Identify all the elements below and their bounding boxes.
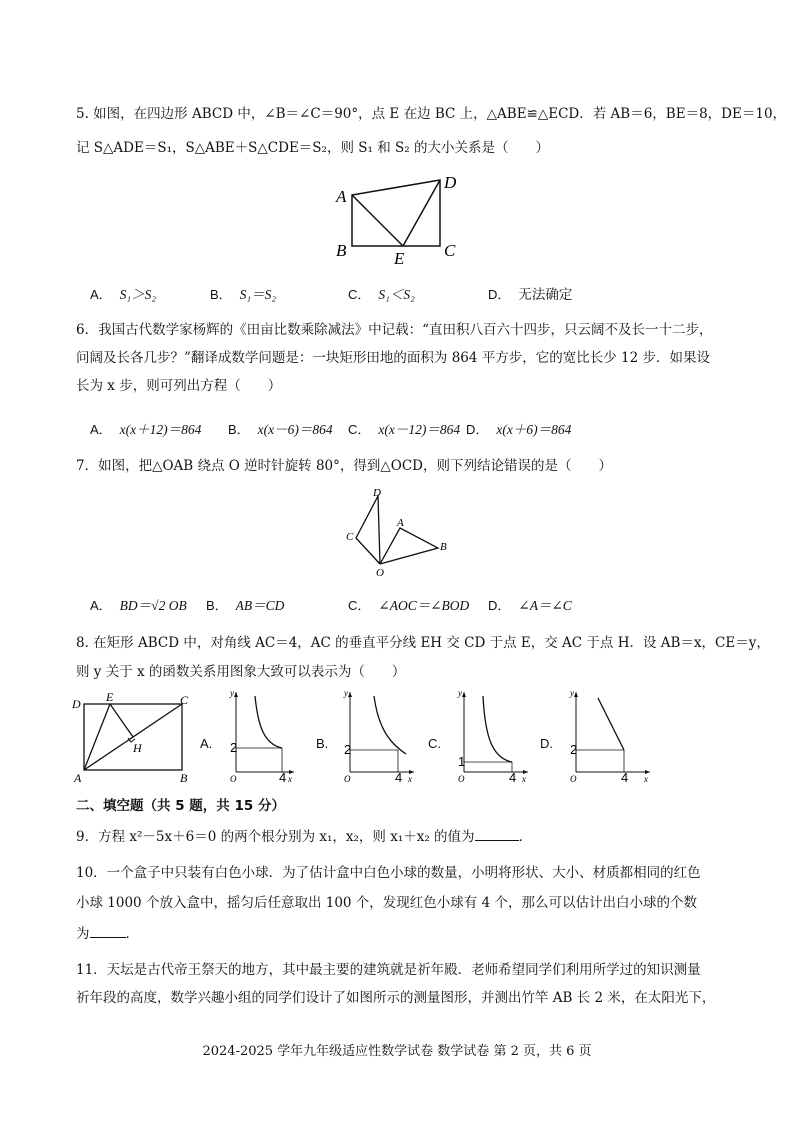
- q9-text: 9．方程 x²－5x＋6＝0 的两个根分别为 x₁，x₂，则 x₁＋x₂ 的值为: [76, 829, 475, 845]
- q7-option-a[interactable]: A． BD＝√2 OB: [90, 598, 187, 613]
- q10-end: ．: [125, 926, 139, 942]
- q7-option-d[interactable]: D． ∠A＝∠C: [488, 598, 572, 613]
- q8-graph-d-xaxis: x: [644, 774, 648, 784]
- q5-option-c[interactable]: C． S₁＜S₂: [348, 287, 415, 302]
- q5-label-D: D: [444, 173, 457, 192]
- q5-label-A: A: [336, 187, 347, 206]
- q10-line1: 10．一个盒子中只装有白色小球．为了估计盒中白色小球的数量，小明将形状、大小、材质都相同的红色: [76, 865, 701, 881]
- q8-graph-d-xtick: 4: [621, 770, 629, 784]
- q5-label-B: B: [336, 241, 347, 260]
- q9-line: [76, 826, 532, 847]
- q8-graph-b-ytick: 2: [344, 742, 352, 757]
- q5-option-b[interactable]: B． S₁＝S₂: [210, 287, 277, 302]
- q5-figure: [330, 168, 470, 266]
- q6-line2: 问阔及长各几步？”翻译成数学问题是：一块矩形田地的面积为 864 平方步，它的宽比长少 12 步．如果设: [76, 350, 711, 366]
- q6-option-c[interactable]: C． x(x－12)＝864: [348, 422, 461, 437]
- q5-option-d[interactable]: D． 无法确定: [488, 287, 573, 303]
- q6-line1: 6．我国古代数学家杨辉的《田亩比数乘除减法》中记载：“直田积八百六十四步，只云阔不及长一十二步，: [76, 322, 713, 338]
- q7-label-D: D: [373, 487, 381, 499]
- q7-label-O: O: [376, 567, 384, 576]
- q10-line3: [76, 923, 139, 944]
- q7-option-c[interactable]: C． ∠AOC＝∠BOD: [348, 598, 470, 613]
- q7-option-b[interactable]: B． AB＝CD: [206, 598, 285, 613]
- q7-figure: [340, 486, 460, 576]
- page-footer: 2024-2025 学年九年级适应性数学试卷 数学试卷 第 2 页，共 6 页: [202, 1044, 592, 1059]
- q8-label-H: H: [133, 741, 142, 755]
- q8-graph-c-yaxis: y: [458, 688, 462, 698]
- q8-option-b-label[interactable]: B.: [316, 736, 329, 751]
- q5-line1: 5. 如图，在四边形 ABCD 中，∠B＝∠C＝90°，点 E 在边 BC 上，△ABE≌△ECD．若 AB＝6，BE＝8，DE＝10，: [76, 106, 787, 122]
- q8-graph-a-xtick: 4: [279, 770, 287, 784]
- q8-line1: 8. 在矩形 ABCD 中，对角线 AC＝4，AC 的垂直平分线 EH 交 CD 于点 E，交 AC 于点 H．设 AB＝x，CE＝y，: [76, 635, 770, 651]
- q8-graph-c-origin: O: [458, 774, 465, 784]
- q8-graph-b-yaxis: y: [344, 688, 348, 698]
- q8-graph-a[interactable]: [222, 686, 296, 784]
- q7-label-B: B: [440, 541, 447, 553]
- q8-label-C: C: [180, 693, 189, 707]
- q8-label-B: B: [180, 771, 188, 785]
- q8-option-a-label[interactable]: A.: [200, 736, 213, 751]
- q10-answer-blank[interactable]: [90, 923, 126, 938]
- q8-graph-d-ytick: 2: [570, 742, 578, 757]
- q7-label-A: A: [397, 517, 404, 529]
- q8-graph-b-origin: O: [344, 774, 351, 784]
- q7-line1: 7．如图，把△OAB 绕点 O 逆时针旋转 80°，得到△OCD，则下列结论错误的是（ ）: [76, 458, 612, 474]
- q8-option-d-label[interactable]: D.: [540, 736, 553, 751]
- q9-end: ．: [518, 829, 533, 845]
- q5-label-E: E: [394, 249, 405, 266]
- q10-text: 为: [76, 926, 90, 942]
- q8-graph-a-xaxis: x: [288, 774, 292, 784]
- q8-option-c-label[interactable]: C.: [428, 736, 441, 751]
- q8-graph-b-xaxis: x: [408, 774, 412, 784]
- section-heading-fill-blank: 二、填空题（共 5 题，共 15 分）: [76, 798, 285, 814]
- q7-label-C: C: [346, 531, 354, 543]
- q5-label-C: C: [444, 241, 456, 260]
- q8-label-E: E: [106, 692, 114, 704]
- q8-label-D: D: [72, 697, 81, 711]
- q8-graph-c-xaxis: x: [522, 774, 526, 784]
- q8-graph-c[interactable]: [450, 686, 530, 784]
- q8-line2: 则 y 关于 x 的函数关系用图象大致可以表示为（ ）: [76, 664, 406, 680]
- q8-graph-b-xtick: 4: [395, 770, 403, 784]
- q5-option-a[interactable]: A． S₁＞S₂: [90, 287, 157, 302]
- q6-option-b[interactable]: B． x(x－6)＝864: [228, 422, 333, 437]
- q6-option-a[interactable]: A． x(x＋12)＝864: [90, 422, 202, 437]
- q8-graph-a-ytick: 2: [230, 740, 238, 755]
- q10-line2: 小球 1000 个放入盒中，摇匀后任意取出 100 个，发现红色小球有 4 个，那么可以估计出白小球的个数: [76, 895, 697, 911]
- q8-graph-c-xtick: 4: [509, 770, 517, 784]
- q8-graph-d-origin: O: [570, 774, 577, 784]
- q8-label-A: A: [74, 771, 82, 785]
- q6-option-d[interactable]: D． x(x＋6)＝864: [466, 422, 572, 437]
- q9-answer-blank[interactable]: [475, 826, 519, 841]
- q11-line2: 祈年段的高度，数学兴趣小组的同学们设计了如图所示的测量图形，并测出竹竿 AB 长 2 米，在太阳光下，: [76, 990, 716, 1006]
- q8-graph-c-ytick: 1: [458, 754, 466, 769]
- q5-line2: 记 S△ADE＝S₁，S△ABE＋S△CDE＝S₂，则 S₁ 和 S₂ 的大小关系是（ ）: [76, 140, 549, 156]
- q8-graph-a-origin: O: [230, 774, 237, 784]
- q6-line3: 长为 x 步，则可列出方程（ ）: [76, 378, 282, 394]
- q11-line1: 11．天坛是古代帝王祭天的地方，其中最主要的建筑就是祈年殿．老师希望同学们利用所学过的知识测量: [76, 962, 701, 978]
- q8-graph-d-yaxis: y: [570, 688, 574, 698]
- q8-rectangle-figure: [70, 692, 200, 786]
- q8-graph-a-yaxis: y: [230, 688, 234, 698]
- q8-graph-d[interactable]: [562, 686, 652, 784]
- q8-graph-b[interactable]: [336, 686, 416, 784]
